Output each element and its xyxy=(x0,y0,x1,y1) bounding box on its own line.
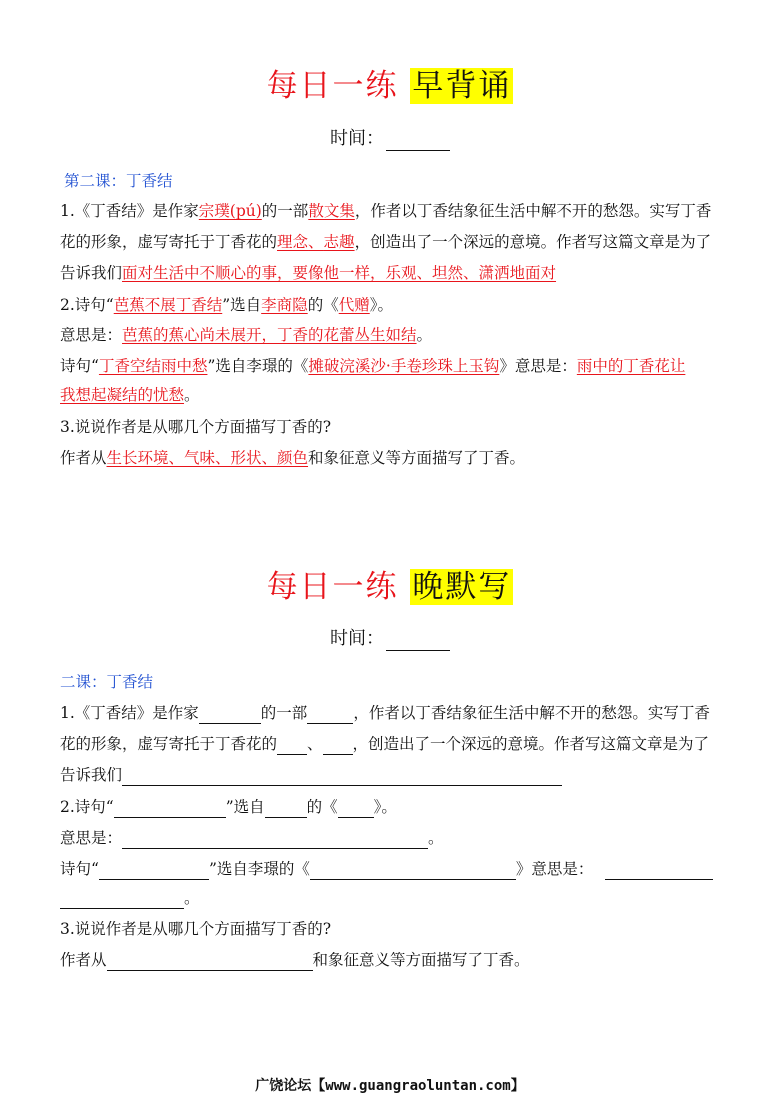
q1-line3: 告诉我们 xyxy=(60,764,562,786)
title-highlight: 早背诵 xyxy=(412,68,512,104)
time-blank[interactable] xyxy=(386,632,450,651)
q1-line3: 告诉我们面对生活中不顺心的事，要像他一样，乐观、坦然、潇洒地面对 xyxy=(60,264,557,282)
answer: 摊破浣溪沙·手卷珍珠上玉钩 xyxy=(308,357,500,375)
poem2-line2: 我想起凝结的忧愁。 xyxy=(60,386,200,404)
title-highlight: 晚默写 xyxy=(412,569,512,605)
answer: 代赠 xyxy=(338,296,370,314)
poem2-line2: 。 xyxy=(60,887,200,909)
answer: 生长环境、气味、形状、颜色 xyxy=(106,449,309,467)
time-row: 时间： xyxy=(0,127,780,151)
meaning-line: 意思是：芭蕉的蕉心尚未展开，丁香的花蕾丛生如结。 xyxy=(60,326,433,344)
answer: 理念 xyxy=(277,233,309,251)
answer: 芭蕉不展丁香结 xyxy=(113,296,223,314)
fill-blank[interactable] xyxy=(605,862,713,880)
q2-line: 2.诗句“ ”选自 的《 》。 xyxy=(60,798,397,816)
poem2-line1: 诗句“ ”选自李璟的《 》意思是： xyxy=(60,858,713,880)
answer: 李商隐 xyxy=(261,296,308,314)
fill-blank[interactable] xyxy=(265,800,307,818)
time-blank[interactable] xyxy=(386,132,450,151)
morning-title: 每日一练 早背诵 xyxy=(266,68,512,104)
q3-answer-line: 作者从 和象征意义等方面描写了丁香。 xyxy=(60,951,530,969)
answer: 丁香空结雨中愁 xyxy=(98,357,208,375)
poem2-line1: 诗句“丁香空结雨中愁”选自李璟的《摊破浣溪沙·手卷珍珠上玉钩》意思是：雨中的丁香花让 xyxy=(60,357,686,375)
evening-title: 每日一练 晚默写 xyxy=(266,569,512,605)
q3-answer-line: 作者从生长环境、气味、形状、颜色和象征意义等方面描写了丁香。 xyxy=(60,449,526,467)
fill-blank[interactable] xyxy=(199,706,261,724)
answer: 志趣 xyxy=(323,233,355,251)
q1-line2: 花的形象，虚写寄托于丁香花的 、 ，创造出了一个深远的意境。作者写这篇文章是为了 xyxy=(60,735,710,753)
meaning-line: 意思是： 。 xyxy=(60,829,444,847)
fill-blank[interactable] xyxy=(307,706,353,724)
answer: 芭蕉的蕉心尚未展开，丁香的花蕾丛生如结 xyxy=(122,326,417,344)
q3-line: 3.说说作者是从哪几个方面描写丁香的? xyxy=(60,418,332,436)
fill-blank[interactable] xyxy=(122,768,562,786)
q1-line1: 1.《丁香结》是作家宗璞(pú)的一部散文集，作者以丁香结象征生活中解不开的愁怨。实写丁香 xyxy=(60,202,712,220)
fill-blank[interactable] xyxy=(60,891,184,909)
fill-blank[interactable] xyxy=(99,862,209,880)
fill-blank[interactable] xyxy=(310,862,516,880)
q1-line2: 花的形象，虚写寄托于丁香花的理念、志趣，创造出了一个深远的意境。作者写这篇文章是为了 xyxy=(60,233,712,251)
answer: 我想起凝结的忧愁 xyxy=(60,386,185,404)
lesson-heading: 第二课：丁香结 xyxy=(64,172,173,190)
fill-blank[interactable] xyxy=(107,953,313,971)
fill-blank[interactable] xyxy=(122,831,428,849)
fill-blank[interactable] xyxy=(323,737,353,755)
answer: 宗璞(pú) xyxy=(198,202,262,220)
answer: 面对生活中不顺心的事，要像他一样，乐观、坦然、潇洒地面对 xyxy=(122,264,557,282)
site-footer: 广饶论坛【www.guangraoluntan.com】 xyxy=(255,1078,525,1094)
answer: 雨中的丁香花让 xyxy=(576,357,686,375)
fill-blank[interactable] xyxy=(277,737,307,755)
lesson-heading: 二课：丁香结 xyxy=(60,673,154,691)
time-row: 时间： xyxy=(0,627,780,651)
q1-line1: 1.《丁香结》是作家 的一部 ，作者以丁香结象征生活中解不开的愁怨。实写丁香 xyxy=(60,704,710,722)
fill-blank[interactable] xyxy=(338,800,374,818)
q3-line: 3.说说作者是从哪几个方面描写丁香的? xyxy=(60,920,332,938)
answer: 散文集 xyxy=(308,202,355,220)
fill-blank[interactable] xyxy=(114,800,226,818)
q2-line: 2.诗句“芭蕉不展丁香结”选自李商隐的《代赠》。 xyxy=(60,296,393,314)
